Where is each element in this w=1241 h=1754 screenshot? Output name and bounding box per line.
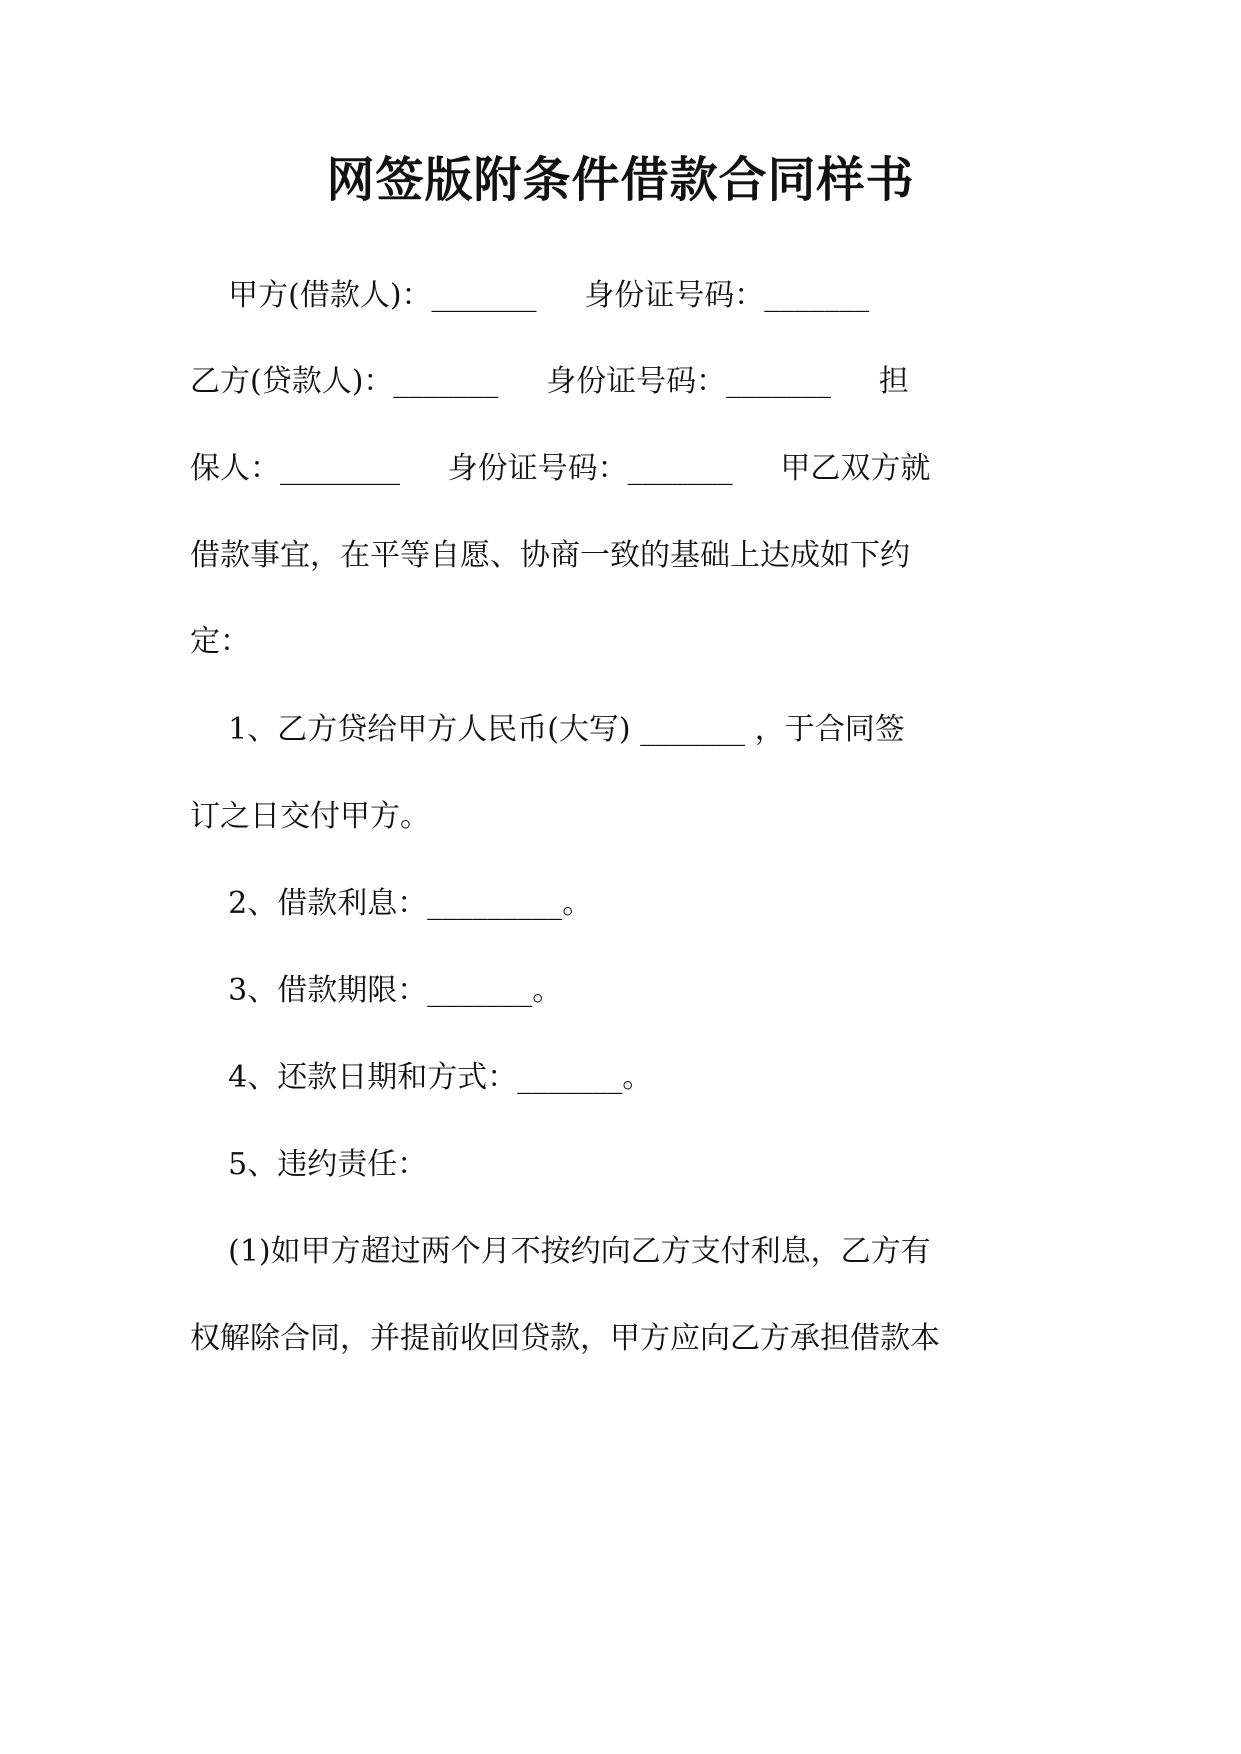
document-title: 网签版附条件借款合同样书 (326, 152, 915, 208)
text-line-clause-5: 5、违约责任： (190, 1147, 428, 1182)
text-line-clause-1: 1、乙方贷给甲方人民币(大写) _______ ，于合同签 (190, 712, 905, 747)
text-line-clause-5-1: (1)如甲方超过两个月不按约向乙方支付利息，乙方有 (190, 1234, 931, 1269)
text-line-guarantor: 保人：________ 身份证号码：_______ 甲乙双方就 (190, 451, 931, 486)
text-line-agreement-end: 定： (190, 624, 250, 659)
text-line-clause-3: 3、借款期限：_______。 (190, 973, 563, 1008)
text-line-clause-4: 4、还款日期和方式：_______。 (190, 1060, 653, 1095)
text-line-party-a: 甲方(借款人)：_______ 身份证号码：_______ (190, 278, 870, 313)
text-line-clause-1-end: 订之日交付甲方。 (190, 799, 430, 834)
text-line-clause-2: 2、借款利息：_________。 (190, 886, 593, 921)
text-line-agreement: 借款事宜，在平等自愿、协商一致的基础上达成如下约 (190, 538, 910, 573)
text-line-clause-5-1-cont: 权解除合同，并提前收回贷款，甲方应向乙方承担借款本 (190, 1321, 940, 1356)
text-line-party-b: 乙方(贷款人)：_______ 身份证号码：_______ 担 (190, 364, 909, 399)
